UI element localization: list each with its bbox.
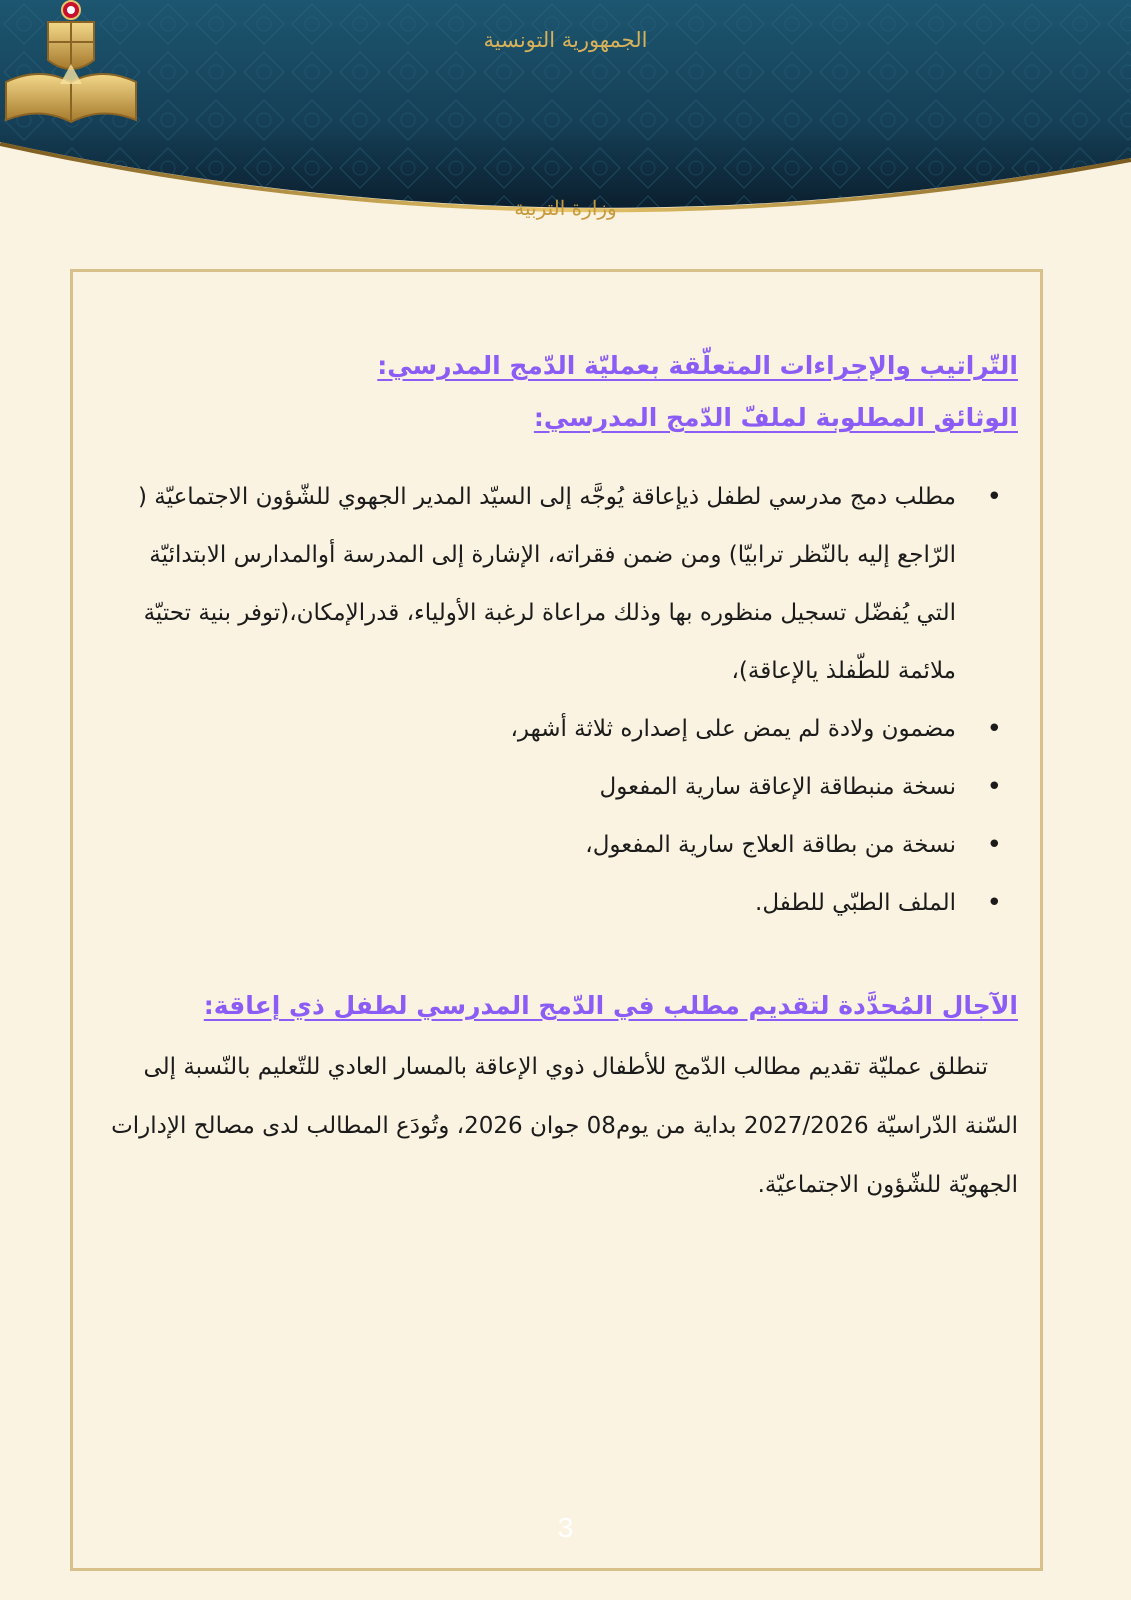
deadlines-paragraph: تنطلق عمليّة تقديم مطالب الدّمج للأطفال ذوي الإعاقة بالمسار العادي للتّعليم بالنّسبة إلى السّنة الدّراسيّة 2027/2026 بداية من يوم08 جوان 2026، وتُودَع المطالب لدى مصالح الإدارات الجهويّة للشّؤون الاجتماعيّة. [111, 1054, 1018, 1198]
documents-list [108, 468, 1018, 932]
list-item: • الملف الطبّي للطفل. [108, 874, 956, 932]
list-item: • مضمون ولادة لم يمض على إصداره ثلاثة أشهر، [108, 700, 956, 758]
ministry-emblem-icon [0, 0, 142, 130]
ministry-label: وزارة التربية [514, 196, 617, 220]
list-item: • نسخة من بطاقة العلاج سارية المفعول، [108, 816, 956, 874]
list-item: • مطلب دمج مدرسي لطفل ذيإعاقة يُوجَّه إلى السيّد المدير الجهوي للشّؤون الاجتماعيّة ( الرّاجع إليه بالنّظر ترابيّا) ومن ضمن فقراته، الإشارة إلى المدرسة أوالمدارس الابتدائيّة التي يُفضّل تسجيل منظوره بها وذلك مراعاة لرغبة الأولياء، قدرالإمكان،(توفر بنية تحتيّة ملائمة للطّفلذ يالإعاقة)، [108, 468, 956, 700]
page-title: التّراتيب والإجراءات المتعلّقة بعمليّة الدّمج المدرسي: [377, 351, 1018, 380]
page-header [0, 0, 1131, 250]
republic-label: الجمهورية التونسية [483, 28, 648, 52]
main-content [108, 340, 1018, 1215]
deadlines-heading: الآجال المُحدَّدة لتقديم مطلب في الدّمج المدرسي لطفل ذي إعاقة: [203, 991, 1018, 1020]
page-number: 3 [557, 1512, 574, 1543]
documents-heading: الوثائق المطلوبة لملفّ الدّمج المدرسي: [533, 403, 1018, 432]
list-item: • نسخة منبطاقة الإعاقة سارية المفعول [108, 758, 956, 816]
